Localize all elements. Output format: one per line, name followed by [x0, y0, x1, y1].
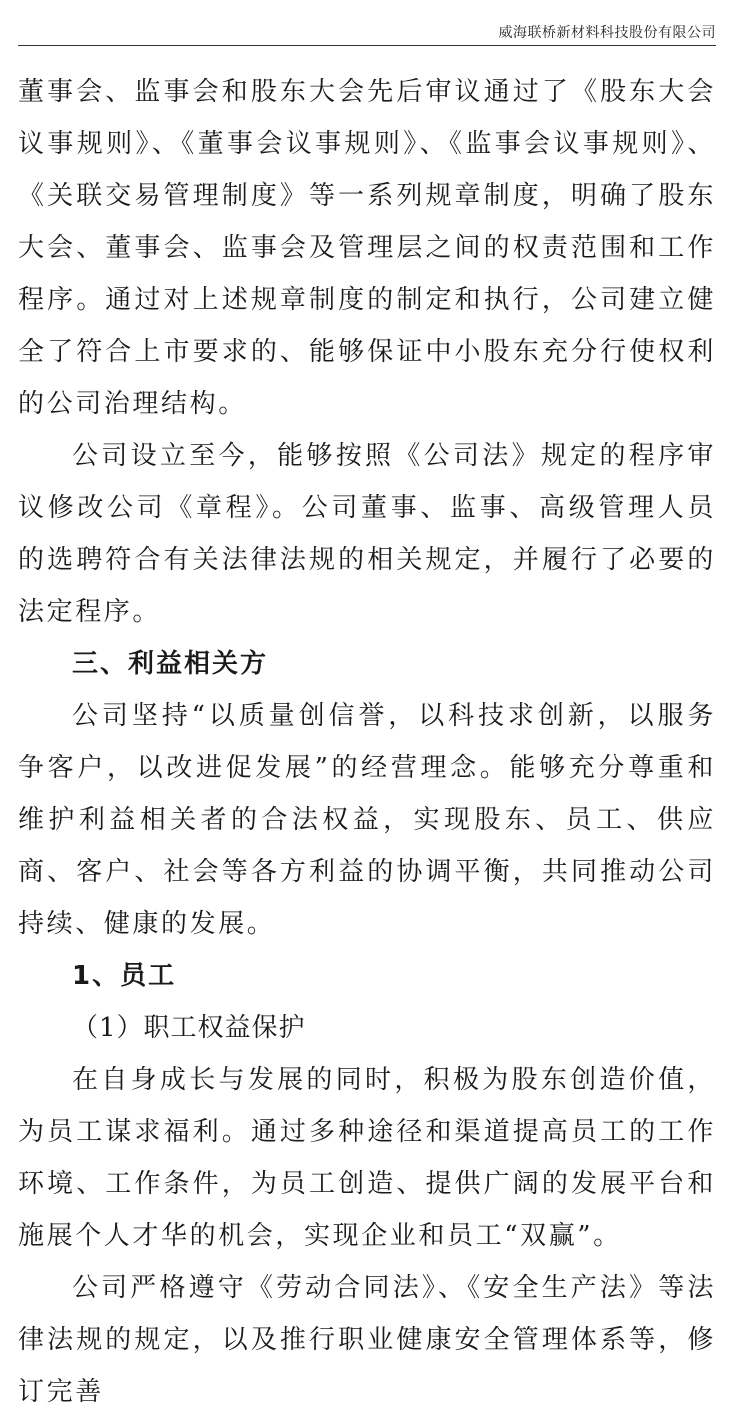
page-header-company: 威海联桥新材料科技股份有限公司 — [498, 25, 716, 41]
paragraph-governance-rules: 董事会、监事会和股东大会先后审议通过了《股东大会议事规则》、《董事会议事规则》、《监事会议事规则》、《关联交易管理制度》等一系列规章制度，明确了股东大会、董事会、监事会及管理层之间的权责范围和工作程序。通过对上述规章制度的制定和执行，公司建立健全了符合上市要求的、能够保证中小股东充分行使权利的公司治理结构。 — [18, 77, 716, 419]
header-divider — [18, 45, 716, 46]
paragraph-labor-law-compliance: 公司严格遵守《劳动合同法》、《安全生产法》等法律法规的规定，以及推行职业健康安全管理体系等，修订完善 — [18, 1273, 716, 1407]
paragraph-business-philosophy: 公司坚持“以质量创信誉，以科技求创新，以服务争客户，以改进促发展”的经营理念。能够充分尊重和维护利益相关者的合法权益，实现股东、员工、供应商、客户、社会等各方利益的协调平衡，共同推动公司持续、健康的发展。 — [18, 701, 716, 939]
document-body — [18, 66, 716, 1418]
section-heading-stakeholders: 三、利益相关方 — [72, 649, 269, 679]
subsection-heading-employees: 1、员工 — [72, 961, 177, 991]
subsection-heading-employee-rights: （1）职工权益保护 — [72, 1013, 306, 1043]
paragraph-articles-amendment: 公司设立至今，能够按照《公司法》规定的程序审议修改公司《章程》。公司董事、监事、高级管理人员的选聘符合有关法律法规的相关规定，并履行了必要的法定程序。 — [18, 441, 716, 627]
paragraph-employee-welfare: 在自身成长与发展的同时，积极为股东创造价值，为员工谋求福利。通过多种途径和渠道提高员工的工作环境、工作条件，为员工创造、提供广阔的发展平台和施展个人才华的机会，实现企业和员工“双赢”。 — [18, 1065, 716, 1251]
